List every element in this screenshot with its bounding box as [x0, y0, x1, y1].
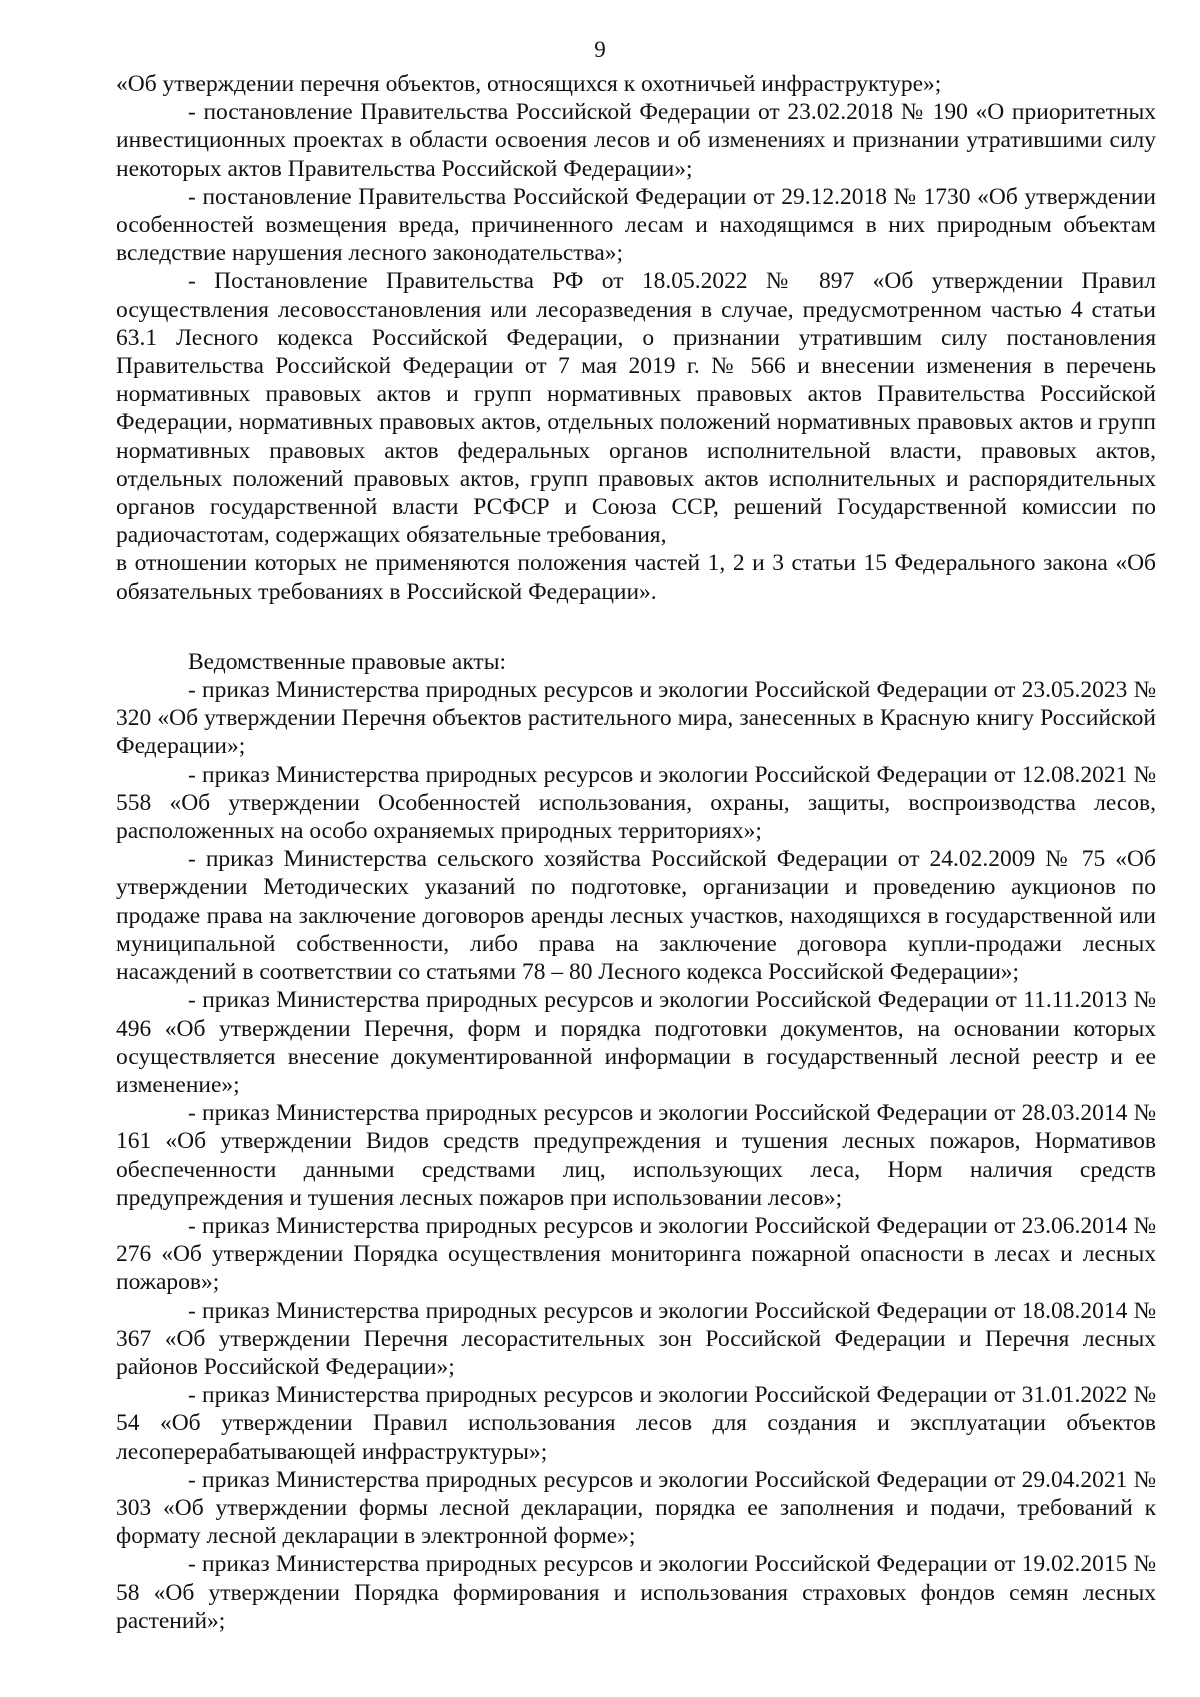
- list-item: - приказ Министерства природных ресурсов и экологии Российской Федерации от 31.01.2022 № 54 «Об утверждении Правил использования лесов для создания и эксплуатации объектов лесоперерабатывающей инфраструктуры»;: [116, 1382, 1156, 1465]
- list-item: - приказ Министерства природных ресурсов и экологии Российской Федерации от 18.08.2014 № 367 «Об утверждении Перечня лесорастительных зон Российской Федерации и Перечня лесных районов Российской Федерации»;: [116, 1297, 1156, 1380]
- list-item: - приказ Министерства природных ресурсов и экологии Российской Федерации от 23.06.2014 № 276 «Об утверждении Порядка осуществления мониторинга пожарной опасности в лесах и лесных пожаров»;: [116, 1212, 1156, 1296]
- list-item: - приказ Министерства природных ресурсов и экологии Российской Федерации от 23.05.2023 № 320 «Об утверждении Перечня объектов растительного мира, занесенных в Красную книгу Российской Федерации»;: [116, 677, 1156, 760]
- section-heading: Ведомственные правовые акты:: [188, 648, 507, 675]
- list-item: - приказ Министерства природных ресурсов и экологии Российской Федерации от 29.04.2021 № 303 «Об утверждении формы лесной декларации, порядка ее заполнения и подачи, требований к формату лесной декларации в электронной форме»;: [116, 1466, 1156, 1550]
- page-number: 9: [594, 37, 606, 62]
- paragraph-decree-897-tail: в отношении которых не применяются положения частей 1, 2 и 3 статьи 15 Федерального закона «Об обязательных требованиях в Российской Федерации».: [116, 550, 1156, 605]
- section-spacer: [116, 606, 1156, 648]
- list-item: - приказ Министерства природных ресурсов и экологии Российской Федерации от 28.03.2014 № 161 «Об утверждении Видов средств предупреждения и тушения лесных пожаров, Нормативов обеспеченности данными средствами лиц, использующих леса, Норм наличия средств предупреждения и тушения лесных пожаров при использовании лесов»;: [116, 1100, 1156, 1211]
- list-item: - приказ Министерства природных ресурсов и экологии Российской Федерации от 19.02.2015 № 58 «Об утверждении Порядка формирования и использования страховых фондов семян лесных растений»;: [116, 1551, 1156, 1634]
- document-body: [116, 70, 1156, 1635]
- list-item: - приказ Министерства природных ресурсов и экологии Российской Федерации от 11.11.2013 № 496 «Об утверждении Перечня, форм и порядка подготовки документов, на основании которых осуществляется внесение документированной информации в государственный лесной реестр и ее изменение»;: [116, 987, 1156, 1098]
- paragraph-decree-1730: - постановление Правительства Российской Федерации от 29.12.2018 № 1730 «Об утверждении особенностей возмещения вреда, причиненного лесам и находящимся в них природным объектам вследствие нарушения лесного законодательства»;: [116, 183, 1156, 267]
- paragraph-continuation: «Об утверждении перечня объектов, относящихся к охотничьей инфраструктуре»;: [116, 71, 942, 97]
- paragraph-decree-897: - Постановление Правительства РФ от 18.05.2022 № 897 «Об утверждении Правил осуществления лесовосстановления или лесоразведения в случае, предусмотренном частью 4 статьи 63.1 Лесного кодекса Российской Федерации, о признании утратившим силу постановления Правительства Российской Федерации от 7 мая 2019 г. № 566 и внесении изменения в перечень нормативных правовых актов и групп нормативных правовых актов Правительства Российской Федерации, нормативных правовых актов, отдельных положений нормативных правовых актов и групп нормативных правовых актов федеральных органов исполнительной власти, правовых актов, отдельных положений правовых актов, групп правовых актов исполнительных и распорядительных органов государственной власти РСФСР и Союза ССР, решений Государственной комиссии по радиочастотам, содержащих обязательные требования,: [116, 268, 1156, 549]
- list-item: - приказ Министерства сельского хозяйства Российской Федерации от 24.02.2009 № 75 «Об утверждении Методических указаний по подготовке, организации и проведению аукционов по продаже права на заключение договоров аренды лесных участков, находящихся в государственной или муниципальной собственности, либо права на заключение договора купли-продажи лесных насаждений в соответствии со статьями 78 – 80 Лесного кодекса Российской Федерации»;: [116, 846, 1156, 986]
- list-item: - приказ Министерства природных ресурсов и экологии Российской Федерации от 12.08.2021 № 558 «Об утверждении Особенностей использования, охраны, защиты, воспроизводства лесов, расположенных на особо охраняемых природных территориях»;: [116, 761, 1156, 845]
- paragraph-decree-190: - постановление Правительства Российской Федерации от 23.02.2018 № 190 «О приоритетных инвестиционных проектах в области освоения лесов и об изменениях и признании утратившими силу некоторых актов Правительства Российской Федерации»;: [116, 99, 1156, 182]
